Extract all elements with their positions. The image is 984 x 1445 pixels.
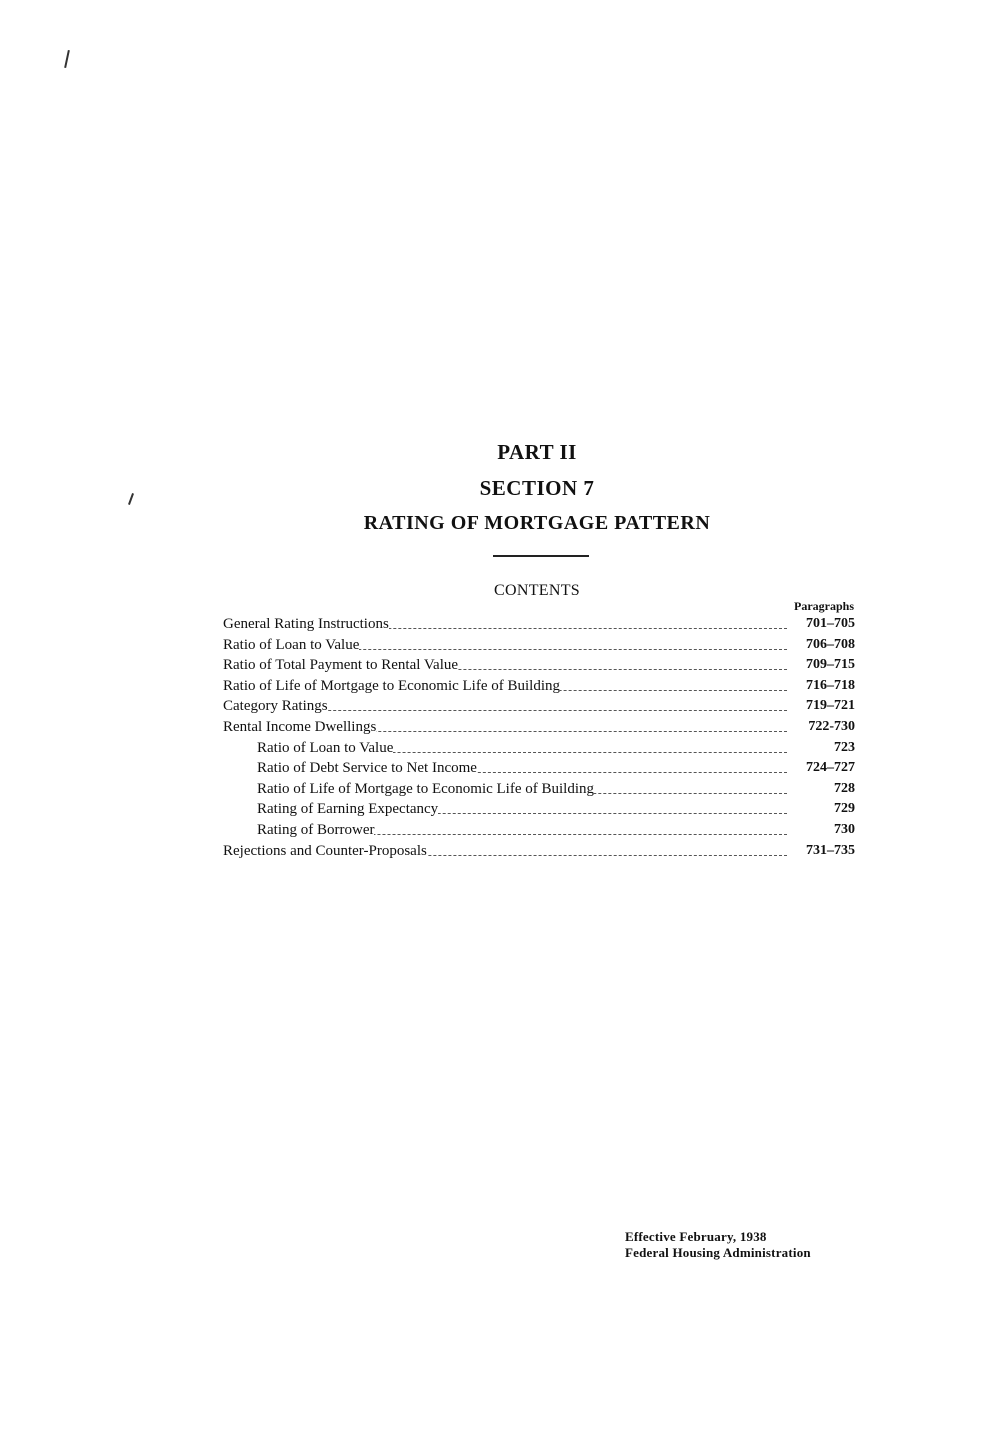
toc-entry-paragraphs: 722-730 [808,718,855,734]
toc-entry-paragraphs: 728 [834,780,855,796]
toc-entry-label: Category Ratings [223,698,328,715]
toc-entry-paragraphs: 719–721 [806,698,855,714]
toc-entry-label: Ratio of Loan to Value [223,636,360,653]
toc-entry [223,614,855,635]
title-divider [493,555,589,557]
toc-entry-paragraphs: 729 [834,801,855,817]
toc-entry-label: Ratio of Life of Mortgage to Economic Life of Building [257,780,595,797]
toc-entry [223,717,855,738]
toc-entry [223,779,855,800]
toc-entry-paragraphs: 706–708 [806,636,855,652]
part-heading: PART II [497,440,577,464]
toc-entry [223,676,855,697]
toc-entry-leader [223,635,787,656]
toc-entry-label: Ratio of Debt Service to Net Income [257,760,477,777]
toc-entry-paragraphs: 716–718 [806,677,855,693]
toc-entry-leader [257,738,787,759]
section-heading: SECTION 7 [479,476,595,500]
toc-entry [223,758,855,779]
contents-heading: CONTENTS [494,582,580,599]
toc-entry-leader [223,614,787,635]
scan-mark-top-left [64,50,70,68]
toc-entry-leader [257,758,787,779]
footer-note [625,1229,811,1261]
toc-entry-label: Rejections and Counter-Proposals [223,842,427,859]
footer-agency: Federal Housing Administration [625,1245,811,1260]
toc-entry-label: Rating of Earning Expectancy [257,801,439,818]
toc-entry-paragraphs: 730 [834,821,855,837]
toc-entry-leader [223,655,787,676]
toc-entry-paragraphs: 731–735 [806,842,855,858]
toc-entry-label: Rental Income Dwellings [223,718,377,735]
table-of-contents [223,614,855,861]
toc-entry [223,841,855,862]
toc-entry-paragraphs: 709–715 [806,657,855,673]
document-title: RATING OF MORTGAGE PATTERN [363,512,711,534]
toc-entry [223,635,855,656]
toc-entry-label: Ratio of Loan to Value [257,739,394,756]
toc-entry-label: Rating of Borrower [257,821,375,838]
toc-entry-paragraphs: 724–727 [806,760,855,776]
toc-entry-leader [257,799,787,820]
toc-entry [223,799,855,820]
toc-entry-leader [223,676,787,697]
toc-entry-label: Ratio of Total Payment to Rental Value [223,657,459,674]
footer-effective-date: Effective February, 1938 [625,1229,767,1244]
toc-entry [223,738,855,759]
toc-entry [223,655,855,676]
toc-entry-leader [223,841,787,862]
toc-entry-label: Ratio of Life of Mortgage to Economic Life of Building [223,677,561,694]
toc-entry-paragraphs: 723 [834,739,855,755]
toc-entry-paragraphs: 701–705 [806,616,855,631]
toc-entry-leader [223,696,787,717]
toc-entry-leader [223,717,787,738]
toc-entry-label: General Rating Instructions [223,616,389,632]
toc-entry [223,820,855,841]
toc-entry-leader [257,820,787,841]
toc-entry [223,696,855,717]
paragraphs-column-header: Paragraphs [794,599,854,613]
toc-entry-leader [257,779,787,800]
